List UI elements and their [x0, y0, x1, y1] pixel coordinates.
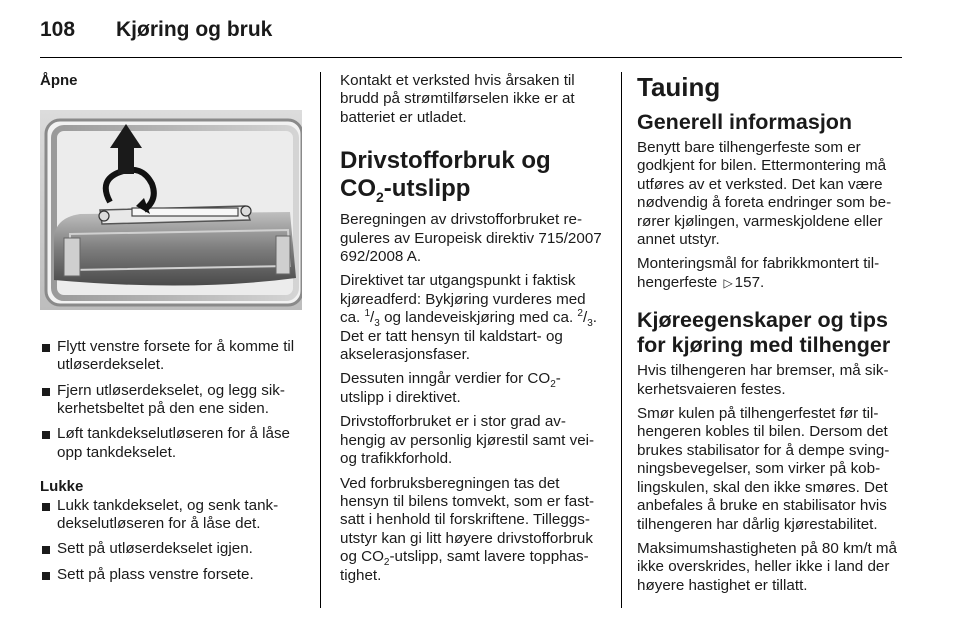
chapter-title: Kjøring og bruk: [116, 18, 273, 41]
list-item: Sett på utløserdekselet igjen.: [40, 540, 306, 558]
text: og landeveiskjøring med ca.: [379, 309, 578, 327]
paragraph: Benytt bare tilhengerfeste som er godkjent for bilen. Ettermontering må utføres av et verksted. Det kan være nødvendig å foreta endringer som berører kjølingen, varmeskjoldene eller annet utstyr.: [637, 139, 892, 249]
open-steps-list: [40, 338, 306, 462]
list-item: Sett på plass venstre forsete.: [40, 566, 306, 584]
paragraph: Maksimumshastigheten på 80 km/t må ikke overskrides, heller ikke i land der høyere hastighet er tillatt.: [637, 539, 897, 594]
text: Ved forbruksberegningen tas det hensyn til bilens tomvekt, som er fastsatt i henhold til forskriftene. Tilleggsutstyr kan gi litt høyere drivstofforbruk og CO: [340, 474, 595, 566]
section-title-towing: Tauing: [637, 72, 721, 102]
heading-text: Drivstofforbruk og CO: [340, 147, 551, 203]
text: . Det er tatt hensyn til kaldstart- og akselerasjonsfaser.: [340, 309, 597, 364]
subscript: 2: [383, 557, 390, 569]
page-header: [40, 18, 272, 48]
subsection-heading-driving: Kjøreegenskaper og tips for kjøring med tilhenger: [637, 308, 891, 358]
page-number: 108: [40, 18, 76, 41]
list-item: Flytt venstre forsete for å komme til utløserdekselet.: [40, 338, 306, 375]
text: Monteringsmål for fabrikkmontert tilhengerfeste: [637, 255, 880, 291]
fraction-numerator: 2: [577, 308, 583, 320]
text: Dessuten inngår verdier for CO: [340, 370, 551, 388]
section-heading-fuel-consumption: [340, 147, 604, 206]
close-steps-list: [40, 497, 306, 585]
open-heading: Åpne: [40, 72, 78, 89]
fraction-denominator: 3: [374, 318, 380, 330]
fuel-door-release-illustration: [40, 110, 302, 310]
subsection-heading-general: Generell informasjon: [637, 110, 853, 134]
close-heading: Lukke: [40, 478, 84, 496]
paragraph: Hvis tilhengeren har bremser, må sikkerhetsvaieren festes.: [637, 362, 889, 398]
battery-note: Kontakt et verksted hvis årsaken til brudd på strømtilførselen ikke er at batteriet er utladet.: [340, 72, 575, 126]
header-rule: [40, 57, 902, 58]
paragraph: [637, 255, 901, 292]
paragraph: Smør kulen på tilhengerfestet før tilhengeren kobles til bilen. Dersom det brukes stabilisator for å dempe svingningsbevegelser, som virker på koblingskulen, skal den ikke smøres. Det anbefales å bruke en stabilisator hvis tilhengeren har dårlig kjørestabilitet.: [637, 405, 890, 533]
column-3: [637, 72, 901, 601]
paragraph: Beregningen av drivstofforbruket reguleres av Europeisk direktiv 715/2007 692/2008 A.: [340, 211, 602, 266]
paragraph: [340, 475, 604, 585]
text: -utslipp i direktivet.: [340, 370, 561, 406]
page-reference-icon: ▷: [723, 275, 733, 290]
list-item: Løft tankdekselutløseren for å låse opp tankdekselet.: [40, 425, 306, 462]
heading-subscript: 2: [376, 189, 384, 206]
fraction-numerator: 1: [364, 308, 371, 320]
paragraph: Direktivet tar utgangspunkt i faktisk kjøreadferd: Bykjøring vurderes med ca. $^1/_3$ og landeveiskjøring med ca. $^2/_3$. Det er tatt hensyn til kaldstart- og akselerasjonsfaser.: [340, 272, 597, 364]
column-2: [340, 72, 604, 591]
list-item: Lukk tankdekselet, og senk tankdekselutløseren for å låse det.: [40, 497, 306, 534]
column-1: [40, 72, 306, 591]
list-item: Fjern utløserdekselet, og legg sikkerhetsbeltet på den ene siden.: [40, 382, 306, 419]
text: Direktivet tar utgangspunkt i faktisk kjøreadferd: Bykjøring vurderes med ca.: [340, 272, 586, 327]
text: -utslipp, samt lavere topphastighet.: [340, 548, 589, 584]
text: .: [760, 273, 765, 291]
column-divider-2: [621, 72, 622, 608]
paragraph: [340, 370, 604, 407]
column-divider-1: [320, 72, 321, 608]
page-reference[interactable]: 157: [734, 273, 761, 291]
fraction-denominator: 3: [587, 318, 593, 330]
paragraph: Drivstofforbruket er i stor grad avhengig av personlig kjørestil samt vei- og trafikkforhold.: [340, 413, 595, 468]
heading-text-end: -utslipp: [383, 175, 471, 203]
subscript: 2: [550, 379, 556, 391]
